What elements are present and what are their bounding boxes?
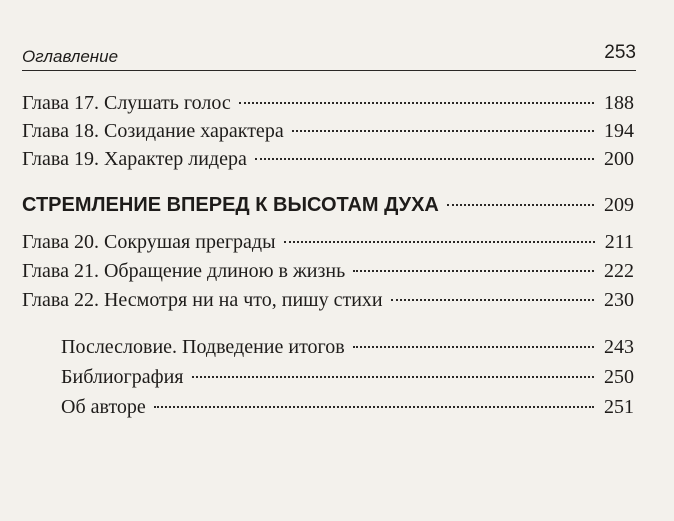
toc-entry-chapter-18 [22,118,634,144]
entry-page: 250 [604,366,634,388]
toc-entry-chapter-19 [22,146,634,172]
entry-title: Глава 18. Созидание характера [22,120,284,142]
entry-title: Глава 17. Слушать голос [22,92,231,114]
entry-title: Глава 20. Сокрушая преграды [22,231,276,253]
entry-page: 243 [604,336,634,358]
toc-entry-chapter-17 [22,90,634,116]
dot-leader [353,346,594,348]
section-page: 209 [604,194,634,216]
toc-entry-chapter-21 [22,258,634,284]
dot-leader [391,299,594,301]
entry-page: 251 [604,396,634,418]
dot-leader [255,158,594,160]
toc-entry-bibliography [61,364,634,390]
toc-section-heading [22,192,634,218]
dot-leader [292,130,594,132]
entry-page: 230 [604,289,634,311]
dot-leader [353,270,594,272]
toc-entry-about-author [61,394,634,420]
entry-page: 211 [604,231,634,253]
entry-title: Послесловие. Подведение итогов [61,336,345,358]
dot-leader [284,241,595,243]
entry-page: 188 [604,92,634,114]
entry-title: Глава 22. Несмотря ни на что, пишу стихи [22,289,383,311]
toc-entry-afterword [61,334,634,360]
dot-leader [239,102,594,104]
entry-page: 200 [604,148,634,170]
dot-leader [192,376,595,378]
entry-title: Библиография [61,366,184,388]
dot-leader [447,204,594,206]
toc-entry-chapter-20 [22,229,634,255]
entry-page: 194 [604,120,634,142]
toc-entry-chapter-22 [22,287,634,313]
dot-leader [154,406,594,408]
page-number: 253 [604,42,636,63]
running-title: Оглавление [22,47,119,66]
entry-page: 222 [604,260,634,282]
entry-title: Глава 19. Характер лидера [22,148,247,170]
running-header [22,40,636,71]
entry-title: Глава 21. Обращение длиною в жизнь [22,260,346,282]
entry-title: Об авторе [61,396,146,418]
section-title: СТРЕМЛЕНИЕ ВПЕРЕД К ВЫСОТАМ ДУХА [22,194,439,216]
